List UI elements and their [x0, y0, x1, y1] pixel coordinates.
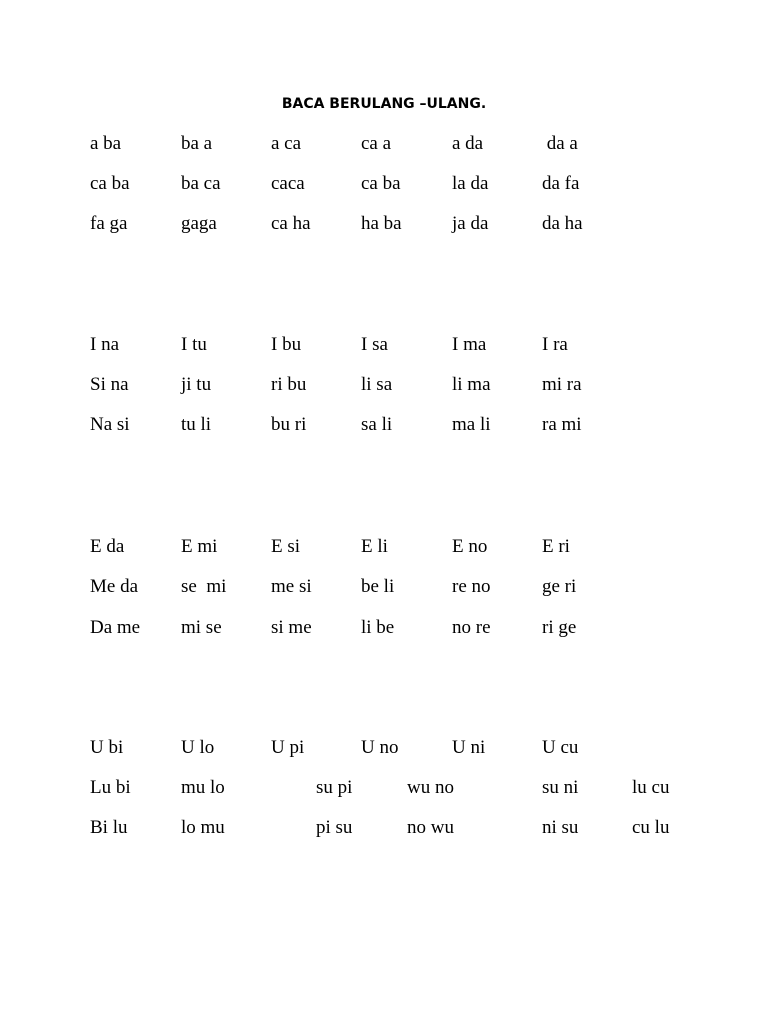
syllable-cell: E si	[271, 536, 301, 557]
syllable-cell: ba ca	[181, 173, 221, 194]
syllable-cell: bu ri	[271, 414, 307, 435]
syllable-cell: no re	[452, 617, 491, 638]
syllable-cell: E mi	[181, 536, 218, 557]
syllable-cell: U lo	[181, 737, 215, 758]
syllable-cell: I sa	[361, 334, 388, 355]
syllable-cell: re no	[452, 576, 491, 597]
syllable-cell: Bi lu	[90, 817, 128, 838]
syllable-cell: a ca	[271, 133, 302, 154]
syllable-cell: lu cu	[632, 777, 670, 798]
syllable-cell: mi ra	[542, 374, 582, 395]
syllable-cell: me si	[271, 576, 312, 597]
syllable-cell: Me da	[90, 576, 139, 597]
syllable-cell: I tu	[181, 334, 207, 355]
syllable-cell: E no	[452, 536, 488, 557]
syllable-cell: U cu	[542, 737, 579, 758]
syllable-cell: I ra	[542, 334, 568, 355]
syllable-cell: U pi	[271, 737, 305, 758]
syllable-cell: sa li	[361, 414, 393, 435]
syllable-cell: no wu	[407, 817, 454, 838]
syllable-cell: tu li	[181, 414, 212, 435]
syllable-cell: ba a	[181, 133, 213, 154]
syllable-cell: si me	[271, 617, 312, 638]
syllable-cell: cu lu	[632, 817, 670, 838]
syllable-cell: ji tu	[181, 374, 212, 395]
syllable-cell: pi su	[316, 817, 353, 838]
syllable-cell: I na	[90, 334, 120, 355]
syllable-cell: ca ba	[90, 173, 130, 194]
syllable-cell: ja da	[452, 213, 489, 234]
syllable-cell: E li	[361, 536, 388, 557]
syllable-cell: da a	[542, 133, 578, 154]
syllable-cell: ri bu	[271, 374, 307, 395]
syllable-cell: su pi	[316, 777, 353, 798]
syllable-cell: a ba	[90, 133, 122, 154]
syllable-cell: U ni	[452, 737, 486, 758]
syllable-cell: li sa	[361, 374, 393, 395]
syllable-cell: fa ga	[90, 213, 128, 234]
syllable-cell: caca	[271, 173, 305, 194]
syllable-cell: E ri	[542, 536, 570, 557]
syllable-cell: Si na	[90, 374, 129, 395]
syllable-cell: su ni	[542, 777, 579, 798]
syllable-cell: I ma	[452, 334, 487, 355]
syllable-cell: li ma	[452, 374, 491, 395]
syllable-cell: E da	[90, 536, 125, 557]
syllable-cell: da fa	[542, 173, 580, 194]
syllable-cell: Da me	[90, 617, 141, 638]
syllable-cell: ge ri	[542, 576, 577, 597]
syllable-cell: gaga	[181, 213, 217, 234]
syllable-cell: ca ha	[271, 213, 311, 234]
syllable-cell: se mi	[181, 576, 227, 597]
syllable-cell: la da	[452, 173, 489, 194]
syllable-cell: wu no	[407, 777, 454, 798]
syllable-cell: be li	[361, 576, 395, 597]
syllable-cell: mi se	[181, 617, 222, 638]
syllable-cell: ra mi	[542, 414, 582, 435]
syllable-cell: ha ba	[361, 213, 402, 234]
syllable-cell: ca ba	[361, 173, 401, 194]
syllable-cell: Na si	[90, 414, 130, 435]
syllable-cell: ri ge	[542, 617, 577, 638]
syllable-cell: li be	[361, 617, 395, 638]
syllable-cell: U bi	[90, 737, 124, 758]
syllable-cell: da ha	[542, 213, 583, 234]
syllable-cell: I bu	[271, 334, 302, 355]
syllable-cell: ca a	[361, 133, 392, 154]
syllable-cell: Lu bi	[90, 777, 131, 798]
syllable-cell: a da	[452, 133, 484, 154]
syllable-cell: mu lo	[181, 777, 225, 798]
page-title: BACA BERULANG –ULANG.	[281, 96, 487, 112]
syllable-cell: lo mu	[181, 817, 225, 838]
syllable-cell: ni su	[542, 817, 579, 838]
syllable-cell: U no	[361, 737, 399, 758]
syllable-cell: ma li	[452, 414, 491, 435]
